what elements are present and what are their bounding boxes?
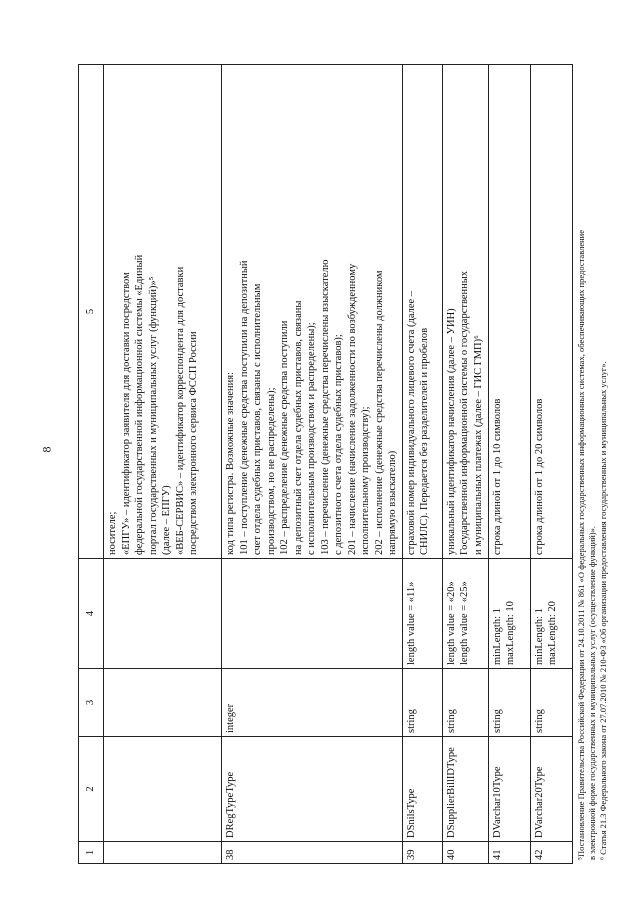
cell-num	[104, 842, 222, 864]
description-line: строка длиной от 1 до 10 символов	[491, 398, 503, 555]
cell-name: DRegTypeType	[222, 737, 403, 842]
cell-type: integer	[222, 669, 403, 737]
restriction-line: maxLength: 10	[505, 601, 516, 665]
cell-restriction	[402, 559, 442, 669]
restriction-line: minLength: 1	[533, 608, 545, 665]
cell-restriction	[530, 559, 572, 669]
cell-type: string	[488, 669, 530, 737]
cell-type	[104, 669, 222, 737]
description-line: на депозитный счет отдела судебных приставов, связаны	[292, 300, 304, 555]
description-line: 201 – начисление (начисление задолженности по возбужденному	[346, 263, 358, 555]
cell-restriction	[222, 559, 403, 669]
description-line: (далее – ЕПГУ)	[161, 485, 172, 555]
cell-num: 41	[488, 842, 530, 864]
cell-restriction	[488, 559, 530, 669]
cell-description	[104, 65, 222, 559]
restriction-line: maxLength: 20	[547, 601, 558, 665]
table-row	[530, 65, 572, 864]
description-line: посредством электронного сервиса ФССП России	[188, 331, 199, 555]
description-line: код типа регистра. Возможные значения:	[225, 371, 236, 555]
table-row	[442, 65, 488, 864]
cell-name	[104, 737, 222, 842]
header-row	[79, 65, 104, 864]
cell-name: DVarchar20Type	[530, 737, 572, 842]
description-line: портал государственных и муниципальных услуг (функций)»⁵	[147, 276, 159, 555]
restriction-line: length value = «20»	[445, 581, 457, 665]
footnote-line: ⁶ Статья 21.3 Федерального закона от 27.07.2010 № 210-ФЗ «Об организации предоставления государственных и муниципальных услуг».	[598, 361, 608, 860]
footnotes	[576, 64, 609, 860]
description-line: 101 – поступление (денежные средства поступили на депозитный	[238, 260, 250, 555]
description-line: «ЕПГУ» – идентификатор заявителя для доставки посредством	[120, 272, 132, 555]
cell-description	[402, 65, 442, 559]
description-line: носителе;	[107, 511, 118, 555]
cell-description	[530, 65, 572, 559]
cell-num: 42	[530, 842, 572, 864]
cell-type: string	[530, 669, 572, 737]
table-row	[222, 65, 403, 864]
description-line: и муниципальных платежах (далее – ГИС ГМП)⁶	[472, 335, 484, 555]
cell-type: string	[442, 669, 488, 737]
header-cell: 3	[79, 669, 104, 737]
cell-type: string	[402, 669, 442, 737]
page-number: 8	[39, 446, 54, 453]
cell-num: 40	[442, 842, 488, 864]
restriction-line: length value = «11»	[405, 581, 417, 665]
cell-restriction	[104, 559, 222, 669]
description-line: с исполнительным производством и распределены);	[306, 322, 317, 555]
header-cell: 2	[79, 737, 104, 842]
table-row	[402, 65, 442, 864]
cell-name: DSupplierBillIDType	[442, 737, 488, 842]
restriction-line: length value = «25»	[459, 581, 470, 665]
header-cell: 4	[79, 559, 104, 669]
description-line: 202 – исполнение (денежные средства перечислены должником	[373, 270, 385, 555]
header-cell: 1	[79, 842, 104, 864]
cell-num: 39	[402, 842, 442, 864]
continuation-row	[104, 65, 222, 864]
description-line: 103 – перечисление (денежные средства перечислены взыскателю	[319, 259, 331, 555]
description-line: производством, но не распределены);	[265, 387, 277, 555]
description-line: счет отдела судебных приставов, связаны с исполнительным	[252, 283, 263, 555]
restriction-line: minLength: 1	[491, 608, 503, 665]
description-line: напрямую взыскателю)	[387, 450, 398, 555]
description-line: «ВЕБ-СЕРВИС» – идентификатор корреспондента для доставки	[174, 266, 186, 555]
cell-num: 38	[222, 842, 403, 864]
rotated-page-content	[78, 64, 608, 864]
cell-name: DSnilsType	[402, 737, 442, 842]
description-line: с депозитного счета отдела судебных приставов);	[333, 334, 344, 555]
description-line: уникальный идентификатор начисления (далее – УИН)	[445, 308, 457, 555]
description-line: страховой номер индивидуального лицевого счета (далее –	[405, 290, 417, 555]
description-line: 102 – распределение (денежные средства поступили	[279, 320, 290, 555]
data-types-table	[78, 64, 573, 864]
cell-description	[222, 65, 403, 559]
description-line: исполнительному производству);	[360, 406, 371, 555]
description-line: строка длиной от 1 до 20 символов	[533, 398, 545, 555]
header-cell: 5	[79, 65, 104, 559]
footnote-line: ⁵Постановление Правительства Российской Федерации от 24.10.2011 № 861 «О федеральных государственных информационных системах, обеспечивающих предоставление	[576, 230, 586, 860]
cell-description	[442, 65, 488, 559]
cell-name: DVarchar10Type	[488, 737, 530, 842]
table-row	[488, 65, 530, 864]
footnote-line: в электронной форме государственных и муниципальных услуг (осуществление функций)».	[587, 525, 597, 860]
cell-restriction	[442, 559, 488, 669]
description-line: Государственной информационной системы о государственных	[459, 270, 470, 555]
description-line: СНИЛС). Передается без разделителей и пробелов	[419, 327, 430, 555]
cell-description	[488, 65, 530, 559]
description-line: федеральной государственной информационной системы «Единый	[134, 254, 145, 555]
